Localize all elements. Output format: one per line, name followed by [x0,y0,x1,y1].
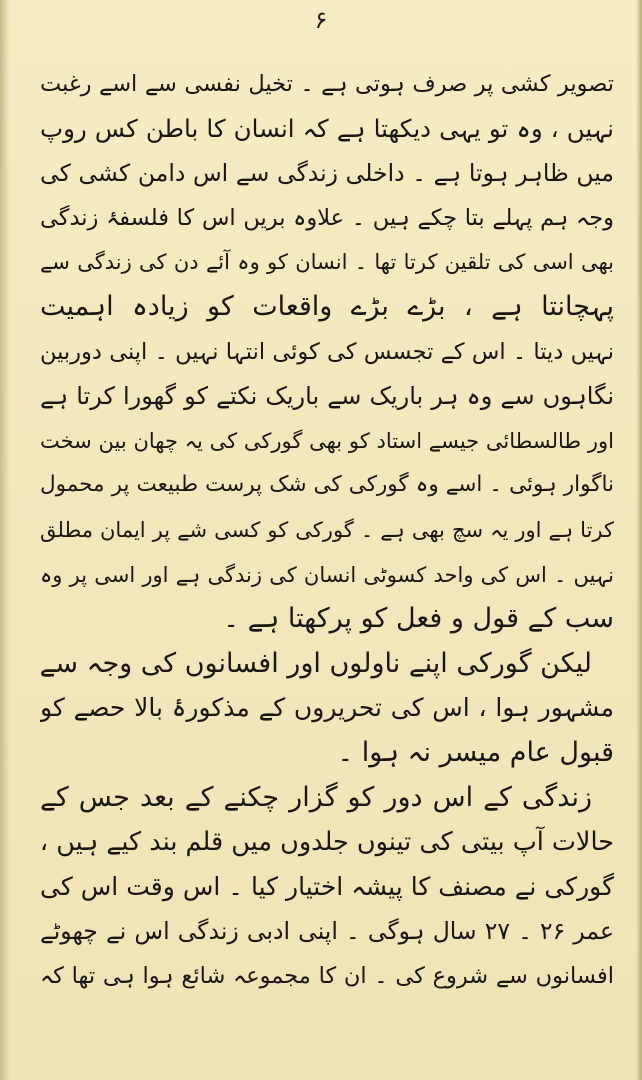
text-line: پہچانتا ہے ، بڑے بڑے واقعات کو زیادہ اہمیت [40,290,614,322]
page-edge-shadow-left [0,0,10,1080]
text-line: میں ظاہر ہوتا ہے ۔ داخلی زندگی سے اس دامن کشی کی [40,159,614,188]
text-line: ناگوار ہوئی ۔ اسے وہ گورکی کی شک پرست طبیعت پر محمول [40,472,614,498]
text-line: لیکن گورکی اپنے ناولوں اور افسانوں کی وجہ سے [40,647,592,679]
text-line: بھی اسی کی تلقین کرتا تھا ۔ انسان کو وہ آئے دن کی زندگی سے [40,250,614,275]
text-line: اور طالسطائی جیسے استاد کو بھی گورکی کی یہ چھان بین سخت [40,428,614,453]
text-line: تصویر کشی پر صرف ہوتی ہے ۔ تخیل نفسی سے اسے رغبت [40,71,614,97]
page-edge-shadow-right [636,0,642,1080]
text-line: قبول عام میسر نہ ہوا ۔ [337,736,614,768]
text-line: عمر ۲۶ ۔ ۲۷ سال ہوگی ۔ اپنی ادبی زندگی اس نے چھوٹے [40,917,614,946]
text-line: وجہ ہم پہلے بتا چکے ہیں ۔ علاوہ بریں اس کا فلسفۂ زندگی [40,204,614,231]
text-line: نگاہوں سے وہ ہر باریک سے باریک نکتے کو گھورا کرتا ہے [40,382,614,411]
text-line: سب کے قول و فعل کو پرکھتا ہے ۔ [223,603,614,635]
text-line: نہیں ، وہ تو یہی دیکھتا ہے کہ انسان کا باطن کس روپ [40,113,614,143]
text-line: افسانوں سے شروع کی ۔ ان کا مجموعہ شائع ہوا ہی تھا کہ [40,962,614,989]
text-line: نہیں دیتا ۔ اس کے تجسس کی کوئی انتہا نہیں ۔ اپنی دوربین [40,338,614,365]
text-line: مشہور ہوا ، اس کی تحریروں کے مذکورۂ بالا حصے کو [40,693,614,723]
body-text [40,62,614,998]
text-line: حالات آپ بیتی کی تینوں جلدوں میں قلم بند کیے ہیں ، [40,827,614,858]
text-line: گورکی نے مصنف کا پیشہ اختیار کیا ۔ اس وقت اس کی [40,871,614,901]
text-line: زندگی کے اس دور کو گزار چکنے کے بعد جس کے [40,781,592,813]
page-number: ۶ [314,6,328,34]
text-line: کرتا ہے اور یہ سچ بھی ہے ۔ گورکی کو کسی شے پر ایمان مطلق [40,517,614,542]
text-line: نہیں ۔ اس کی واحد کسوٹی انسان کی زندگی ہے اور اسی پر وہ [40,562,614,587]
